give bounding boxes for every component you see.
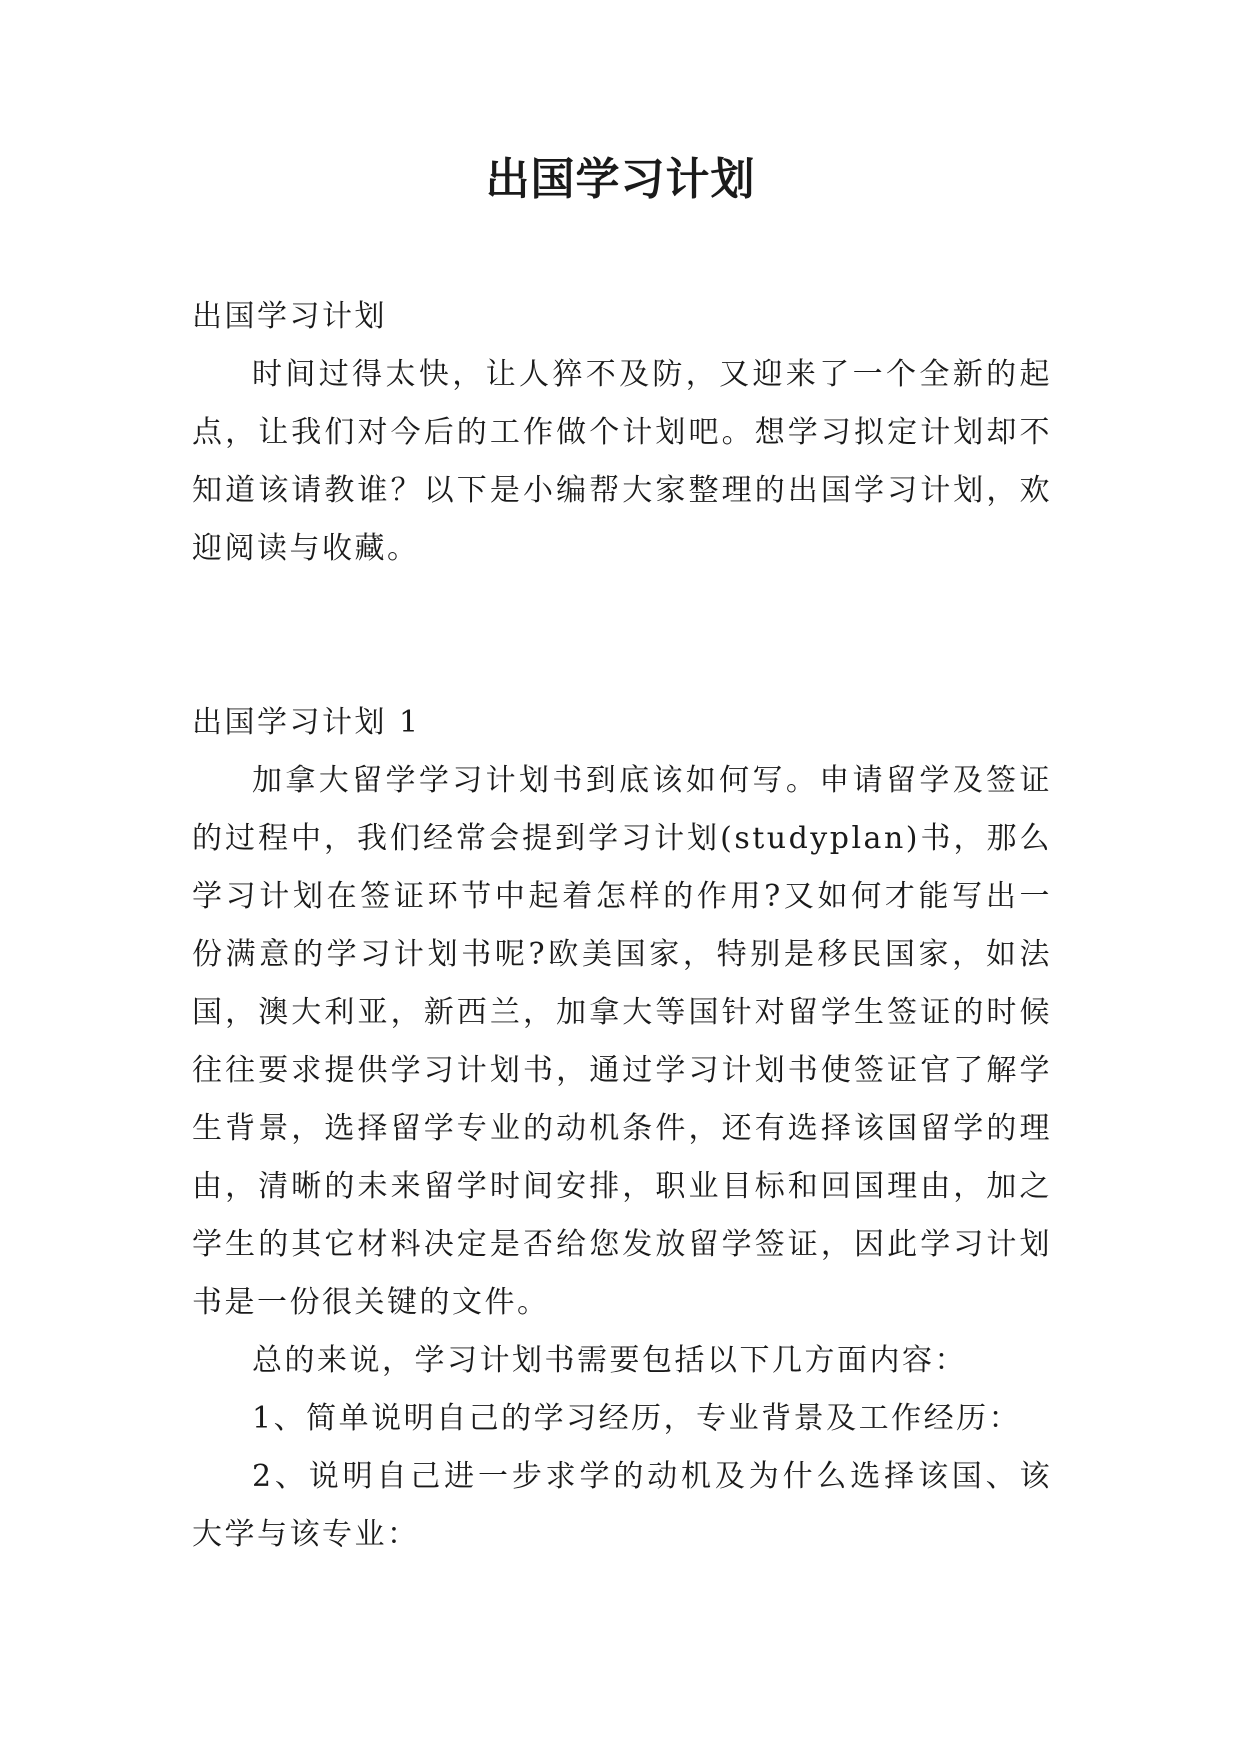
body-paragraph-2: 总的来说，学习计划书需要包括以下几方面内容：: [252, 1343, 967, 1378]
list-item-1: 1、简单说明自己的学习经历，专业背景及工作经历：: [252, 1401, 1022, 1436]
section-heading: 出国学习计划 1: [192, 705, 421, 740]
body-paragraph-1: 加拿大留学学习计划书到底该如何写。申请留学及签证的过程中，我们经常会提到学习计划(studyplan)书，那么学习计划在签证环节中起着怎样的作用?又如何才能写出一份满意的学习计划书呢?欧美国家，特别是移民国家，如法国，澳大利亚，新西兰，加拿大等国针对留学生签证的时候往往要求提供学习计划书，通过学习计划书使签证官了解学生背景，选择留学专业的动机条件，还有选择该国留学的理由，清晰的未来留学时间安排，职业目标和回国理由，加之学生的其它材料决定是否给您发放留学签证，因此学习计划书是一份很关键的文件。: [192, 763, 1052, 1320]
subtitle: 出国学习计划: [192, 299, 387, 334]
intro-paragraph: 时间过得太快，让人猝不及防，又迎来了一个全新的起点，让我们对今后的工作做个计划吧。想学习拟定计划却不知道该请教谁？以下是小编帮大家整理的出国学习计划，欢迎阅读与收藏。: [192, 357, 1052, 566]
document-body: [192, 288, 1052, 1564]
document-title: 出国学习计划: [485, 154, 756, 205]
section-spacer: [192, 578, 1052, 694]
list-item-2: 2、说明自己进一步求学的动机及为什么选择该国、该大学与该专业：: [192, 1459, 1052, 1552]
